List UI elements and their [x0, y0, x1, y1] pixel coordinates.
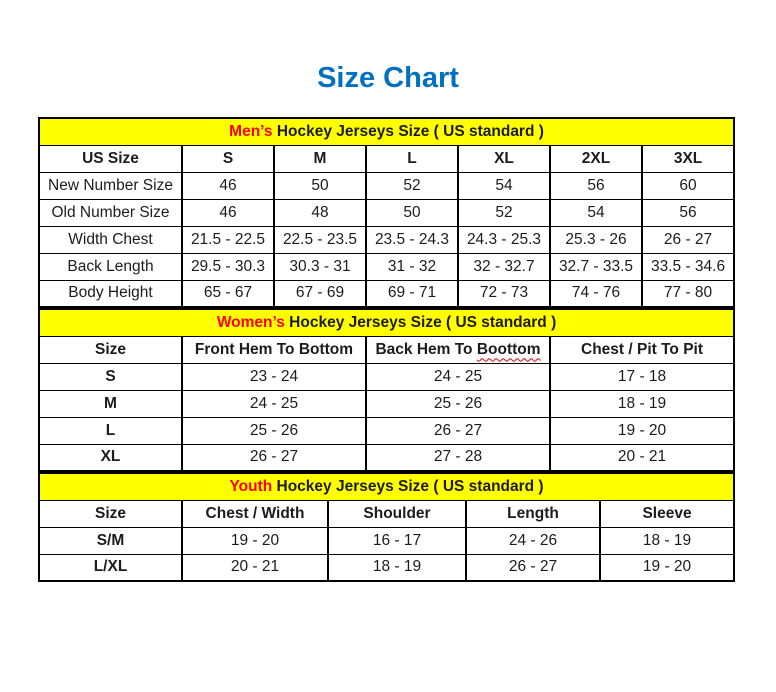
row-label: L — [39, 417, 182, 444]
row-label: New Number Size — [39, 172, 182, 199]
table-row — [39, 253, 734, 280]
size-value-cell: 26 - 27 — [466, 554, 600, 581]
size-value-cell: 46 — [182, 199, 274, 226]
misspelled-word-squiggle: Boottom — [476, 340, 541, 358]
youth-band-row — [39, 473, 734, 500]
size-value-cell: 21.5 - 22.5 — [182, 226, 274, 253]
table-row — [39, 199, 734, 226]
column-header: Shoulder — [328, 500, 466, 527]
column-header: XL — [458, 145, 550, 172]
row-label: Old Number Size — [39, 199, 182, 226]
column-header: Chest / Pit To Pit — [550, 336, 734, 363]
size-value-cell: 60 — [642, 172, 734, 199]
size-value-cell: 54 — [458, 172, 550, 199]
size-value-cell: 25 - 26 — [366, 390, 550, 417]
row-label: S/M — [39, 527, 182, 554]
size-value-cell: 31 - 32 — [366, 253, 458, 280]
size-value-cell: 20 - 21 — [182, 554, 328, 581]
mens-size-table — [38, 117, 735, 308]
row-label: XL — [39, 444, 182, 471]
womens-header-row — [39, 336, 734, 363]
size-value-cell: 67 - 69 — [274, 280, 366, 307]
column-header: 2XL — [550, 145, 642, 172]
size-value-cell: 29.5 - 30.3 — [182, 253, 274, 280]
size-value-cell: 27 - 28 — [366, 444, 550, 471]
column-header: Chest / Width — [182, 500, 328, 527]
size-value-cell: 56 — [642, 199, 734, 226]
size-value-cell: 33.5 - 34.6 — [642, 253, 734, 280]
size-value-cell: 16 - 17 — [328, 527, 466, 554]
womens-size-table — [38, 308, 735, 472]
size-value-cell: 26 - 27 — [366, 417, 550, 444]
row-label: M — [39, 390, 182, 417]
size-value-cell: 25 - 26 — [182, 417, 366, 444]
size-value-cell: 65 - 67 — [182, 280, 274, 307]
mens-band-row — [39, 118, 734, 145]
table-row — [39, 417, 734, 444]
table-row — [39, 363, 734, 390]
table-row — [39, 444, 734, 471]
size-value-cell: 77 - 80 — [642, 280, 734, 307]
size-value-cell: 26 - 27 — [642, 226, 734, 253]
youth-header-row — [39, 500, 734, 527]
row-label: S — [39, 363, 182, 390]
column-header — [366, 336, 550, 363]
size-value-cell: 52 — [458, 199, 550, 226]
column-header: Front Hem To Bottom — [182, 336, 366, 363]
mens-band-rest: Hockey Jerseys Size ( US standard ) — [272, 122, 544, 140]
mens-header-row — [39, 145, 734, 172]
column-header: S — [182, 145, 274, 172]
size-value-cell: 72 - 73 — [458, 280, 550, 307]
size-value-cell: 52 — [366, 172, 458, 199]
row-label: Back Length — [39, 253, 182, 280]
back-hem-prefix: Back Hem To — [375, 340, 477, 358]
page-title: Size Chart — [317, 62, 459, 94]
size-value-cell: 24.3 - 25.3 — [458, 226, 550, 253]
size-value-cell: 20 - 21 — [550, 444, 734, 471]
womens-band-title — [39, 309, 734, 336]
youth-band-highlight: Youth — [229, 477, 273, 495]
row-label: L/XL — [39, 554, 182, 581]
size-value-cell: 32 - 32.7 — [458, 253, 550, 280]
womens-band-rest: Hockey Jerseys Size ( US standard ) — [284, 313, 557, 331]
womens-band-highlight: Women’s — [216, 313, 285, 331]
row-label: Width Chest — [39, 226, 182, 253]
column-header: Length — [466, 500, 600, 527]
womens-band-row — [39, 309, 734, 336]
size-value-cell: 18 - 19 — [600, 527, 734, 554]
size-value-cell: 48 — [274, 199, 366, 226]
size-value-cell: 69 - 71 — [366, 280, 458, 307]
column-header: US Size — [39, 145, 182, 172]
size-value-cell: 24 - 25 — [182, 390, 366, 417]
size-value-cell: 19 - 20 — [550, 417, 734, 444]
size-value-cell: 56 — [550, 172, 642, 199]
size-value-cell: 54 — [550, 199, 642, 226]
table-row — [39, 527, 734, 554]
row-label: Body Height — [39, 280, 182, 307]
column-header: Size — [39, 336, 182, 363]
table-row — [39, 280, 734, 307]
column-header: Sleeve — [600, 500, 734, 527]
size-value-cell: 23 - 24 — [182, 363, 366, 390]
size-value-cell: 24 - 25 — [366, 363, 550, 390]
size-value-cell: 19 - 20 — [182, 527, 328, 554]
size-value-cell: 22.5 - 23.5 — [274, 226, 366, 253]
mens-band-highlight: Men’s — [229, 122, 273, 140]
size-value-cell: 46 — [182, 172, 274, 199]
size-value-cell: 19 - 20 — [600, 554, 734, 581]
column-header: 3XL — [642, 145, 734, 172]
mens-band-title — [39, 118, 734, 145]
size-value-cell: 18 - 19 — [550, 390, 734, 417]
column-header: L — [366, 145, 458, 172]
table-row — [39, 554, 734, 581]
column-header: Size — [39, 500, 182, 527]
size-value-cell: 30.3 - 31 — [274, 253, 366, 280]
size-value-cell: 18 - 19 — [328, 554, 466, 581]
size-value-cell: 26 - 27 — [182, 444, 366, 471]
size-chart-container — [38, 117, 733, 582]
size-value-cell: 32.7 - 33.5 — [550, 253, 642, 280]
table-row — [39, 172, 734, 199]
size-value-cell: 50 — [366, 199, 458, 226]
table-row — [39, 226, 734, 253]
size-value-cell: 23.5 - 24.3 — [366, 226, 458, 253]
youth-band-title — [39, 473, 734, 500]
size-value-cell: 17 - 18 — [550, 363, 734, 390]
youth-band-rest: Hockey Jerseys Size ( US standard ) — [272, 477, 544, 495]
size-value-cell: 25.3 - 26 — [550, 226, 642, 253]
table-row — [39, 390, 734, 417]
size-value-cell: 50 — [274, 172, 366, 199]
size-value-cell: 74 - 76 — [550, 280, 642, 307]
size-value-cell: 24 - 26 — [466, 527, 600, 554]
column-header: M — [274, 145, 366, 172]
youth-size-table — [38, 472, 735, 582]
